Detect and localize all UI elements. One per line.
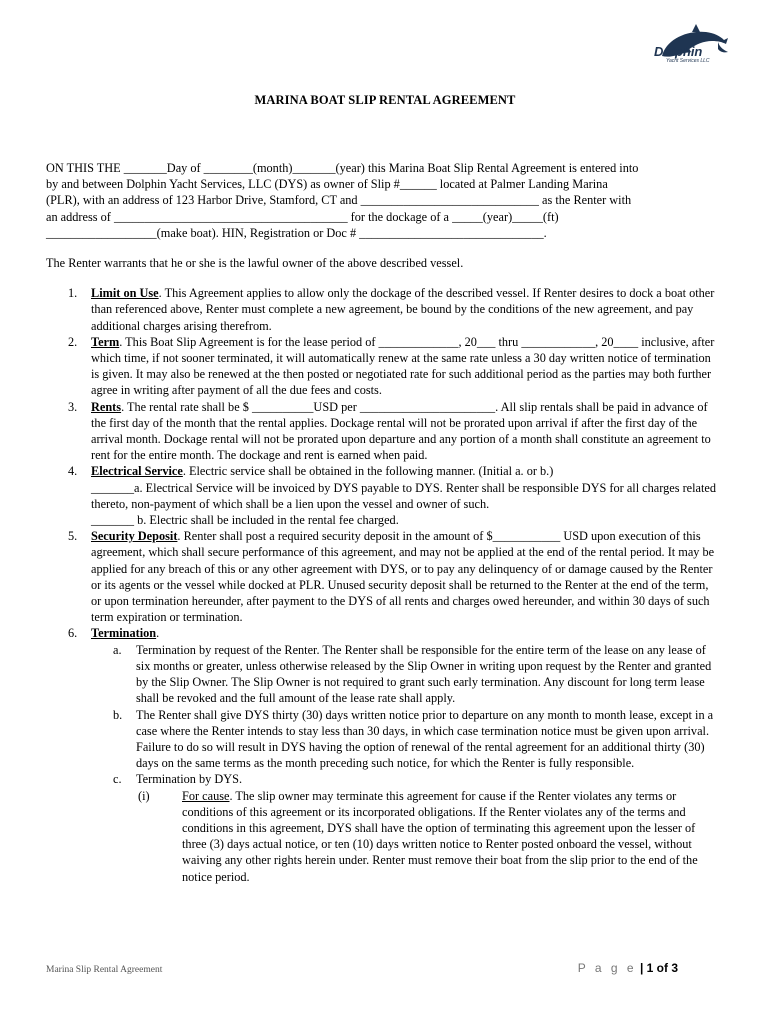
subclause-mark: b. <box>113 707 123 722</box>
clause-number: 6. <box>68 626 78 641</box>
termination-for-cause <box>46 788 718 885</box>
clause-text: . The rental rate shall be $ __________USD per ______________________. All slip rentals shall be paid in advance of the first day of the month that the rental applies. Dockage rental will not be prorated upon arrival if after the first day of the arrival month. Dockage rental will not be prorated upon departure and any portion of a month shall constitute an agreement to rent for the entire month. The dockage and rent is earned when paid. <box>91 399 711 463</box>
dolphin-logo <box>648 22 732 68</box>
subsub-heading: For cause <box>182 788 230 803</box>
clause-list <box>46 285 718 885</box>
clause-number: 2. <box>68 334 78 349</box>
document-body <box>46 160 718 885</box>
subclause-mark: c. <box>113 772 122 787</box>
clause-text: . Electric service shall be obtained in the following manner. (Initial a. or b.) <box>182 464 554 479</box>
subclause-mark: a. <box>113 642 122 657</box>
subsub-text: . The slip owner may terminate this agreement for cause if the Renter violates any terms or conditions of this agreement or its incorporated obligations. If the Renter violates any of the terms and conditions in this agreement, DYS shall have the option of terminating this agreement upon the lesser of three (3) days actual notice, or ten (10) days written notice to Renter posted onboard the vessel, without waiving any other rights herein under. Renter must remove their boat from the slip prior to the end of the notice period. <box>182 788 698 884</box>
intro-line: an address of ______________________________________ for the dockage of a _____(year)_____(ft) <box>46 209 559 224</box>
subclause-text: Termination by DYS. <box>136 772 243 787</box>
clause-heading: Limit on Use <box>91 286 159 301</box>
subclause-text: Termination by request of the Renter. The Renter shall be responsible for the entire term of the lease on any lease of six months or greater, unless otherwise released by the Slip Owner in writing upon request by the Renter and granted by the Slip Owner. The Slip Owner is not required to grant such early termination. Any discount for long term lease shall be revoked and the full amount of the lease rate shall apply. <box>136 642 712 706</box>
clause-text: . <box>156 626 160 641</box>
clause-heading: Electrical Service <box>91 464 183 479</box>
footer-page-number <box>578 961 678 975</box>
intro-line: (PLR), with an address of 123 Harbor Drive, Stamford, CT and _____________________________ as the Renter with <box>46 193 632 208</box>
termination-subclause <box>46 642 718 707</box>
clause-heading: Termination <box>91 626 157 641</box>
intro-line: ON THIS THE _______Day of ________(month)_______(year) this Marina Boat Slip Rental Agreement is entered into <box>46 161 639 175</box>
clause-number: 4. <box>68 464 78 479</box>
clause-number: 3. <box>68 399 78 414</box>
clause-heading: Term <box>91 334 120 349</box>
subsub-mark: (i) <box>138 788 150 803</box>
clause-security-deposit <box>46 528 718 625</box>
warranty-statement: The Renter warrants that he or she is the lawful owner of the above described vessel. <box>46 256 464 271</box>
page-word: P a g e <box>577 961 637 975</box>
clause-rents <box>46 399 718 464</box>
clause-number: 1. <box>68 286 78 301</box>
intro-line: __________________(make boat). HIN, Registration or Doc # ______________________________. <box>46 225 547 240</box>
document-title: MARINA BOAT SLIP RENTAL AGREEMENT <box>254 93 516 107</box>
clause-text: . This Agreement applies to allow only the dockage of the described vessel. If Renter desires to dock a boat other than referenced above, Renter must complete a new agreement, be bound by the conditions of the new agreement, and pay additional charges arising therefrom. <box>91 286 715 333</box>
page-count: | 1 of 3 <box>639 961 678 975</box>
clause-limit-on-use <box>46 285 718 334</box>
electric-option-a: _______a. Electrical Service will be invoiced by DYS payable to DYS. Renter shall be responsible DYS for all charges related thereto, non-payment of which shall be a lien upon the vessel and owner of such. <box>91 480 717 511</box>
clause-heading: Rents <box>91 399 122 414</box>
clause-text: . This Boat Slip Agreement is for the lease period of _____________, 20___ thru ____________, 20____ inclusive, after which time, if not sooner terminated, it will automatically renew at the same rate unless a 30 day written notice of termination is given. It may also be renewed at the then posted or negotiated rate for such additional period as the parties may both further agree in writing after payment of all the due fees and costs. <box>91 334 715 398</box>
clause-text: . Renter shall post a required security deposit in the amount of $___________ USD upon execution of this agreement, which shall secure performance of this agreement, and may not be applied at the end of the rental period. It may be applied for any breach of this or any other agreement with DYS, or to pay any delinquency of or damage caused by the Renter or its agents or the vessel while docked at PLR. Unused security deposit shall be returned to the Renter at the end of the term, or upon termination hereunder, after payment to the DYS of all rents and charges owed hereunder, and within 30 days of such term expiration or termination. <box>91 529 715 625</box>
clause-number: 5. <box>68 529 78 544</box>
termination-subclause <box>46 771 718 787</box>
subclause-text: The Renter shall give DYS thirty (30) days written notice prior to departure on any month to month lease, except in a case where the Renter intends to stay less than 30 days, in which case termination notice must be given upon arrival. Failure to do so will result in DYS having the option of renewal of the rental agreement for an additional thirty (30) days on the same terms as the month preceding such notice, for which the Renter is fully responsible. <box>136 707 714 771</box>
logo-subtext: Yacht Services LLC <box>666 58 710 64</box>
clause-electrical-service <box>46 463 718 528</box>
intro-line: by and between Dolphin Yacht Services, LLC (DYS) as owner of Slip #______ located at Palmer Landing Marina <box>46 177 608 192</box>
logo-text: Dolphin <box>654 44 703 59</box>
electric-option-b: _______ b. Electric shall be included in the rental fee charged. <box>91 513 399 528</box>
termination-subclause <box>46 707 718 772</box>
intro-paragraph <box>46 160 718 241</box>
footer-document-name: Marina Slip Rental Agreement <box>46 965 163 975</box>
clause-heading: Security Deposit <box>91 529 178 544</box>
clause-termination <box>46 625 718 884</box>
clause-term <box>46 334 718 399</box>
